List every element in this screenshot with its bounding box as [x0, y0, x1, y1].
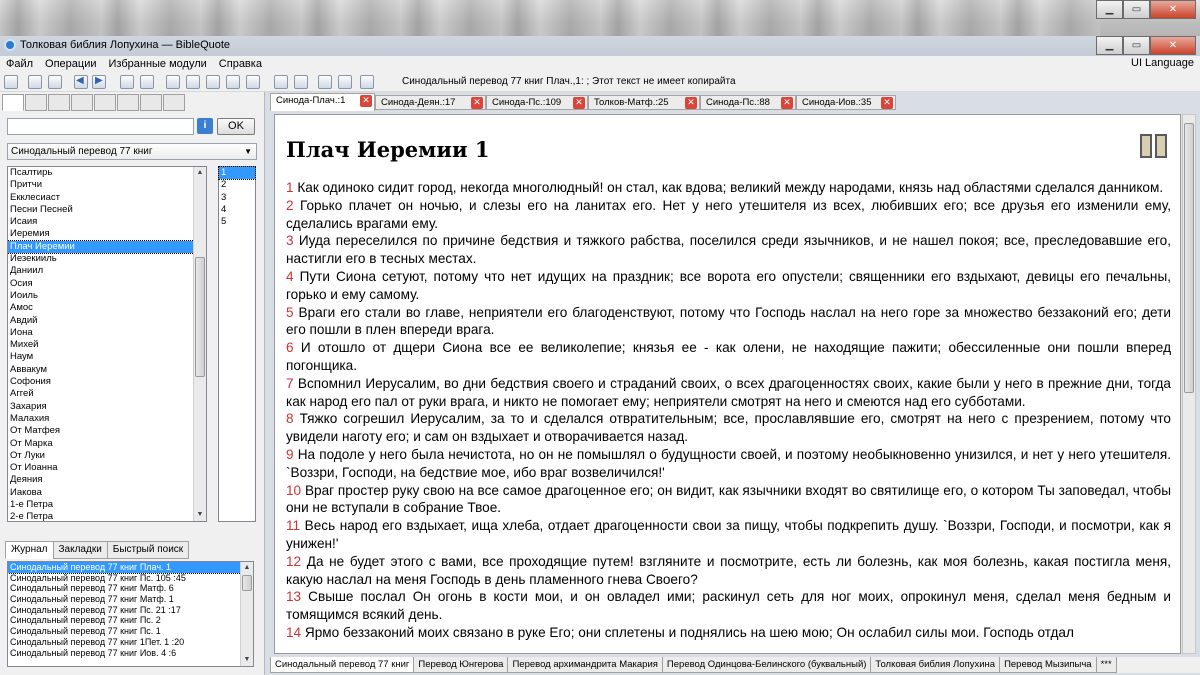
- book-item[interactable]: Иакова: [10, 486, 42, 498]
- menu-favorite-modules[interactable]: Избранные модули: [108, 58, 207, 70]
- verse-text: Враги его стали во главе, неприятели его благоденствуют, потому что Господь наслал на него горе за множество беззаконий его; дети его пошли в плен впереди врага.: [286, 304, 1171, 338]
- verse: [286, 197, 1171, 233]
- journal-items: [8, 562, 253, 658]
- book-item[interactable]: Плач Иеремии: [8, 241, 206, 253]
- minimize-button[interactable]: ▁: [1096, 36, 1123, 55]
- verse-number[interactable]: 9: [286, 446, 294, 462]
- verse-number[interactable]: 6: [286, 340, 294, 356]
- comments-tab-icon[interactable]: [48, 94, 70, 111]
- book-item[interactable]: Малахия: [10, 412, 50, 424]
- background-blur: [0, 0, 1100, 36]
- verse: [286, 179, 1171, 197]
- toolbar: [0, 72, 1200, 92]
- parallel-icon[interactable]: [226, 75, 240, 89]
- chapters-list[interactable]: [218, 166, 256, 522]
- menu-operations[interactable]: Операции: [45, 58, 97, 70]
- book-item[interactable]: Деяния: [10, 474, 43, 486]
- notes-tab-icon[interactable]: [163, 94, 185, 111]
- module-tab[interactable]: Синодальный перевод 77 книг: [270, 657, 414, 673]
- book-item[interactable]: От Луки: [10, 449, 45, 461]
- dictionary-tab-icon[interactable]: [94, 94, 116, 111]
- doc-tab-label: Синода-Пс.:109: [492, 97, 562, 108]
- ui-language-menu[interactable]: UI Language: [1131, 57, 1194, 69]
- module-tab[interactable]: Перевод Юнгерова: [413, 657, 508, 673]
- chapter-item[interactable]: 2: [221, 179, 227, 191]
- scroll-up-icon[interactable]: ▲: [243, 564, 251, 571]
- window-title: Толковая библия Лопухина — BibleQuote: [20, 39, 231, 51]
- doc-tab-label: Толков-Матф.:25: [594, 97, 669, 108]
- close-tab-icon[interactable]: [48, 75, 62, 89]
- doc-tab-label: Синода-Плач.:1: [276, 95, 346, 106]
- book-item[interactable]: Исаия: [10, 216, 38, 228]
- journal-item[interactable]: Синодальный перевод 77 книг 1Пет. 1 :20: [10, 636, 185, 647]
- books-items: [8, 167, 206, 522]
- outer-minimize-button[interactable]: ▁: [1096, 0, 1123, 19]
- outer-window-controls: [1096, 0, 1196, 19]
- verse-text: Вспомнил Иерусалим, во дни бедствия своего и страданий своих, о всех драгоценностях своих, какие были у него в прежние дни, тогда как народ его пал от руки врага, и никто не помогает ему; неприятели смотрят на него и смеются над его субботами.: [286, 375, 1171, 409]
- tree-tab-icon[interactable]: [140, 94, 162, 111]
- book-item[interactable]: Наум: [10, 351, 34, 363]
- book-item[interactable]: От Матфея: [10, 425, 61, 437]
- verse-text: Да не будет этого с вами, все проходящие путем! взгляните и посмотрите, есть ли болезнь, как моя болезнь, какая постигла меня, какую наслал на меня Господь в день пламенного гнева Своего?: [286, 553, 1171, 587]
- book-item[interactable]: Иеремия: [10, 228, 50, 240]
- book-item[interactable]: Екклесиаст: [10, 191, 61, 203]
- verse-text: И отошло от дщери Сиона все ее великолепие; князья ее - как олени, не находящие пажити; обессиленные они пошли вперед погонщика.: [286, 340, 1171, 373]
- refresh-icon[interactable]: [206, 75, 220, 89]
- journal-list[interactable]: [7, 561, 254, 667]
- book-item[interactable]: Аввакум: [10, 363, 48, 375]
- verse-number[interactable]: 3: [286, 233, 294, 249]
- verse-text: Тяжко согрешил Иерусалим, за то и сделался отвратительным; все, прославлявшие его, смотрят на него с презрением, потому что увидели наготу его; и сам он вздыхает и отворачивается назад.: [286, 411, 1171, 445]
- tab-quick-search[interactable]: Быстрый поиск: [107, 541, 189, 559]
- toggle-panel-icon[interactable]: [4, 75, 18, 89]
- verse: [286, 304, 1171, 340]
- verse-text: Горько плачет он ночью, и слезы его на ланитах его. Нет у него утешителя из всех, любивших его; все друзья его изменили ему, сделались врагами ему.: [286, 197, 1171, 231]
- book-item[interactable]: Иезекииль: [10, 253, 57, 265]
- verses: [286, 179, 1171, 642]
- doc-tab[interactable]: [588, 95, 700, 110]
- info-button[interactable]: i: [197, 118, 213, 134]
- journal-item[interactable]: Синодальный перевод 77 книг Матф. 6: [10, 583, 174, 594]
- verse-text: Пути Сиона сетуют, потому что нет идущих на праздник; все ворота его опустели; священники его вздыхают, девицы его печальны, горько и ему самому.: [286, 268, 1171, 302]
- doc-tab[interactable]: [270, 93, 375, 111]
- left-pane: [0, 92, 265, 675]
- back-icon[interactable]: [74, 75, 88, 89]
- window-controls: [1096, 36, 1196, 55]
- journal-scroll-thumb[interactable]: [242, 575, 252, 591]
- copyright-text: Синодальный перевод 77 книг Плач.,1: ; Этот текст не имеет копирайта: [402, 76, 736, 87]
- chapter-item[interactable]: 4: [221, 203, 227, 215]
- verse-number[interactable]: 8: [286, 411, 294, 427]
- chapter-heading: Плач Иеремии 1: [286, 137, 490, 162]
- doc-tab-label: Синода-Пс.:88: [706, 97, 770, 108]
- close-icon[interactable]: ✕: [573, 97, 585, 109]
- menu-bar: [0, 56, 1200, 72]
- verse-number[interactable]: 12: [286, 553, 302, 569]
- verse: [286, 410, 1171, 446]
- parallel-view-icon[interactable]: [1140, 134, 1168, 158]
- prev-chapter-icon[interactable]: [120, 75, 134, 89]
- book-item[interactable]: Иона: [10, 326, 33, 338]
- new-tab-icon[interactable]: [28, 75, 42, 89]
- verse-number[interactable]: 10: [286, 482, 302, 498]
- verse: [286, 553, 1171, 589]
- close-icon[interactable]: ✕: [360, 95, 372, 107]
- folder-tab-icon[interactable]: [117, 94, 139, 111]
- module-tab[interactable]: Перевод Одинцова-Белинского (буквальный): [662, 657, 872, 673]
- left-pane-tabs: [2, 94, 186, 112]
- book-item[interactable]: Притчи: [10, 179, 43, 191]
- verse: [286, 517, 1171, 553]
- book-item[interactable]: Захария: [10, 400, 47, 412]
- text-scroll-thumb[interactable]: [1184, 123, 1194, 393]
- chapter-item[interactable]: 5: [221, 216, 227, 228]
- ok-button[interactable]: OK: [217, 118, 255, 135]
- next-chapter-icon[interactable]: [140, 75, 154, 89]
- chevron-down-icon: ▼: [244, 147, 252, 156]
- verse-number[interactable]: 13: [286, 589, 302, 605]
- print-preview-icon[interactable]: [274, 75, 288, 89]
- module-select-value: Синодальный перевод 77 книг: [11, 146, 153, 157]
- book-item[interactable]: От Иоанна: [10, 462, 58, 474]
- book-item[interactable]: Авдий: [10, 314, 38, 326]
- menu-file[interactable]: Файл: [6, 58, 34, 70]
- journal-item[interactable]: Синодальный перевод 77 книг Пс. 105 :45: [10, 572, 186, 583]
- verse-number[interactable]: 4: [286, 268, 294, 284]
- journal-item[interactable]: Синодальный перевод 77 книг Пс. 2: [10, 615, 161, 626]
- verse: [286, 268, 1171, 304]
- doc-tab-label: Синода-Иов.:35: [802, 97, 872, 108]
- books-tab-icon[interactable]: [2, 94, 24, 111]
- verse: [286, 588, 1171, 624]
- doc-tab[interactable]: [375, 95, 486, 110]
- menu-help[interactable]: Справка: [218, 58, 262, 70]
- verse-text: Весь народ его вздыхает, ища хлеба, отдает драгоценности свои за пищу, чтобы подкрепить душу. `Воззри, Господи, и посмотри, как я унижен!': [286, 518, 1171, 551]
- layout-icon[interactable]: [246, 75, 260, 89]
- journal-item[interactable]: Синодальный перевод 77 книг Пс. 1: [10, 626, 161, 637]
- doc-tab[interactable]: [486, 95, 588, 110]
- verse-number[interactable]: 14: [286, 624, 302, 640]
- strong-numbers-icon[interactable]: [186, 75, 200, 89]
- sound-icon[interactable]: [318, 75, 332, 89]
- strong-tab-icon[interactable]: [71, 94, 93, 111]
- scroll-down-icon[interactable]: ▼: [196, 511, 204, 518]
- copyright-icon[interactable]: [338, 75, 352, 89]
- forward-icon[interactable]: [92, 75, 106, 89]
- book-item[interactable]: 2-е Петра: [10, 511, 54, 522]
- journal-item[interactable]: Синодальный перевод 77 книг Пс. 21 :17: [10, 604, 181, 615]
- app-icon: [4, 39, 16, 51]
- book-item[interactable]: Софония: [10, 376, 51, 388]
- search-tab-icon[interactable]: [25, 94, 47, 111]
- verse-number[interactable]: 1: [286, 180, 294, 195]
- book-item[interactable]: Иоиль: [10, 289, 38, 301]
- outer-maximize-button[interactable]: ▭: [1123, 0, 1150, 19]
- verse-text: Ярмо беззаконий моих связано в руке Его; они сплетены и поднялись на шею мою; Он ослабил силы мои. Господь отдал: [301, 624, 1074, 640]
- verse-text: Свыше послал Он огонь в кости мои, и он овладел ими; раскинул сеть для ног моих, опрокинул меня, сделал меня бедным и томящимся всякий день.: [286, 589, 1171, 623]
- verse-text: Иуда переселился по причине бедствия и тяжкого рабства, поселился среди язычников, и не нашел покоя; все, преследовавшие его, настигли его в тесных местах.: [286, 233, 1171, 267]
- tab-journal[interactable]: Журнал: [5, 541, 54, 559]
- book-item[interactable]: Амос: [10, 302, 33, 314]
- copy-icon[interactable]: [166, 75, 180, 89]
- verse-number[interactable]: 2: [286, 197, 294, 213]
- doc-tab[interactable]: [700, 95, 796, 110]
- maximize-button[interactable]: ▭: [1123, 36, 1150, 55]
- close-icon[interactable]: ✕: [781, 97, 793, 109]
- books-scroll-thumb[interactable]: [195, 257, 205, 377]
- verse: [286, 375, 1171, 411]
- module-tab[interactable]: Толковая библия Лопухина: [870, 657, 1000, 673]
- journal-item[interactable]: Синодальный перевод 77 книг Плач. 1: [8, 562, 253, 573]
- verse: [286, 624, 1171, 642]
- chapter-item[interactable]: 1: [219, 167, 255, 179]
- close-button[interactable]: ✕: [1150, 36, 1196, 55]
- doc-tab[interactable]: [796, 95, 896, 110]
- book-item[interactable]: От Марка: [10, 437, 53, 449]
- book-item[interactable]: Осия: [10, 277, 33, 289]
- book-item[interactable]: Песни Песней: [10, 203, 73, 215]
- book-item[interactable]: Аггей: [10, 388, 34, 400]
- books-scrollbar[interactable]: [193, 167, 206, 521]
- module-tab[interactable]: Перевод Мызипыча: [999, 657, 1097, 673]
- verse: [286, 339, 1171, 375]
- books-list[interactable]: [7, 166, 207, 522]
- journal-scrollbar[interactable]: [240, 562, 253, 666]
- bottom-left-tabs: [5, 541, 188, 559]
- chapters-items: [219, 167, 255, 228]
- document-tabs: [270, 93, 1200, 111]
- chapter-item[interactable]: 3: [221, 191, 227, 203]
- verse-text: Враг простер руку свою на все самое драгоценное его; он видит, как язычники входят во святилище его, о котором Ты заповедал, чтобы они не вступали в собрание Твое.: [286, 482, 1171, 516]
- close-icon[interactable]: ✕: [685, 97, 697, 109]
- journal-item[interactable]: Синодальный перевод 77 книг Иов. 4 :6: [10, 647, 177, 658]
- verse-number[interactable]: 7: [286, 375, 294, 391]
- outer-close-button[interactable]: ✕: [1150, 0, 1196, 19]
- link-icon[interactable]: [360, 75, 374, 89]
- verse: [286, 232, 1171, 268]
- book-item[interactable]: Даниил: [10, 265, 44, 277]
- print-icon[interactable]: [294, 75, 308, 89]
- tab-bookmarks[interactable]: Закладки: [53, 541, 108, 559]
- module-tabs: [270, 657, 1200, 673]
- module-tab[interactable]: ***: [1096, 657, 1117, 673]
- verse-number[interactable]: 5: [286, 304, 294, 320]
- verse: [286, 482, 1171, 518]
- verse-number[interactable]: 11: [286, 518, 301, 534]
- close-icon[interactable]: ✕: [471, 97, 483, 109]
- book-item[interactable]: Михей: [10, 339, 39, 351]
- book-item[interactable]: Псалтирь: [10, 167, 53, 178]
- reference-input[interactable]: [7, 118, 194, 135]
- book-item[interactable]: 1-е Петра: [10, 499, 54, 511]
- bible-text-view[interactable]: [274, 114, 1181, 654]
- doc-tab-label: Синода-Деян.:17: [381, 97, 456, 108]
- scroll-up-icon[interactable]: ▲: [196, 169, 204, 176]
- verse-text: Как одиноко сидит город, некогда многолюдный! он стал, как вдова; великий между народами, князь над областями сделался данником.: [293, 180, 1164, 195]
- text-scrollbar[interactable]: [1182, 114, 1196, 654]
- close-icon[interactable]: ✕: [881, 97, 893, 109]
- scroll-down-icon[interactable]: ▼: [243, 656, 251, 663]
- journal-item[interactable]: Синодальный перевод 77 книг Матф. 1: [10, 594, 174, 605]
- verse: [286, 446, 1171, 482]
- module-tab[interactable]: Перевод архимандрита Макария: [507, 657, 662, 673]
- module-select[interactable]: [7, 143, 257, 160]
- verse-text: На подоле у него была нечистота, но он не помышлял о будущности своей, и поэтому необыкновенно унизился, и нет у него утешителя. `Воззри, Господи, на бедствие мое, ибо враг возвеличился!': [286, 446, 1171, 480]
